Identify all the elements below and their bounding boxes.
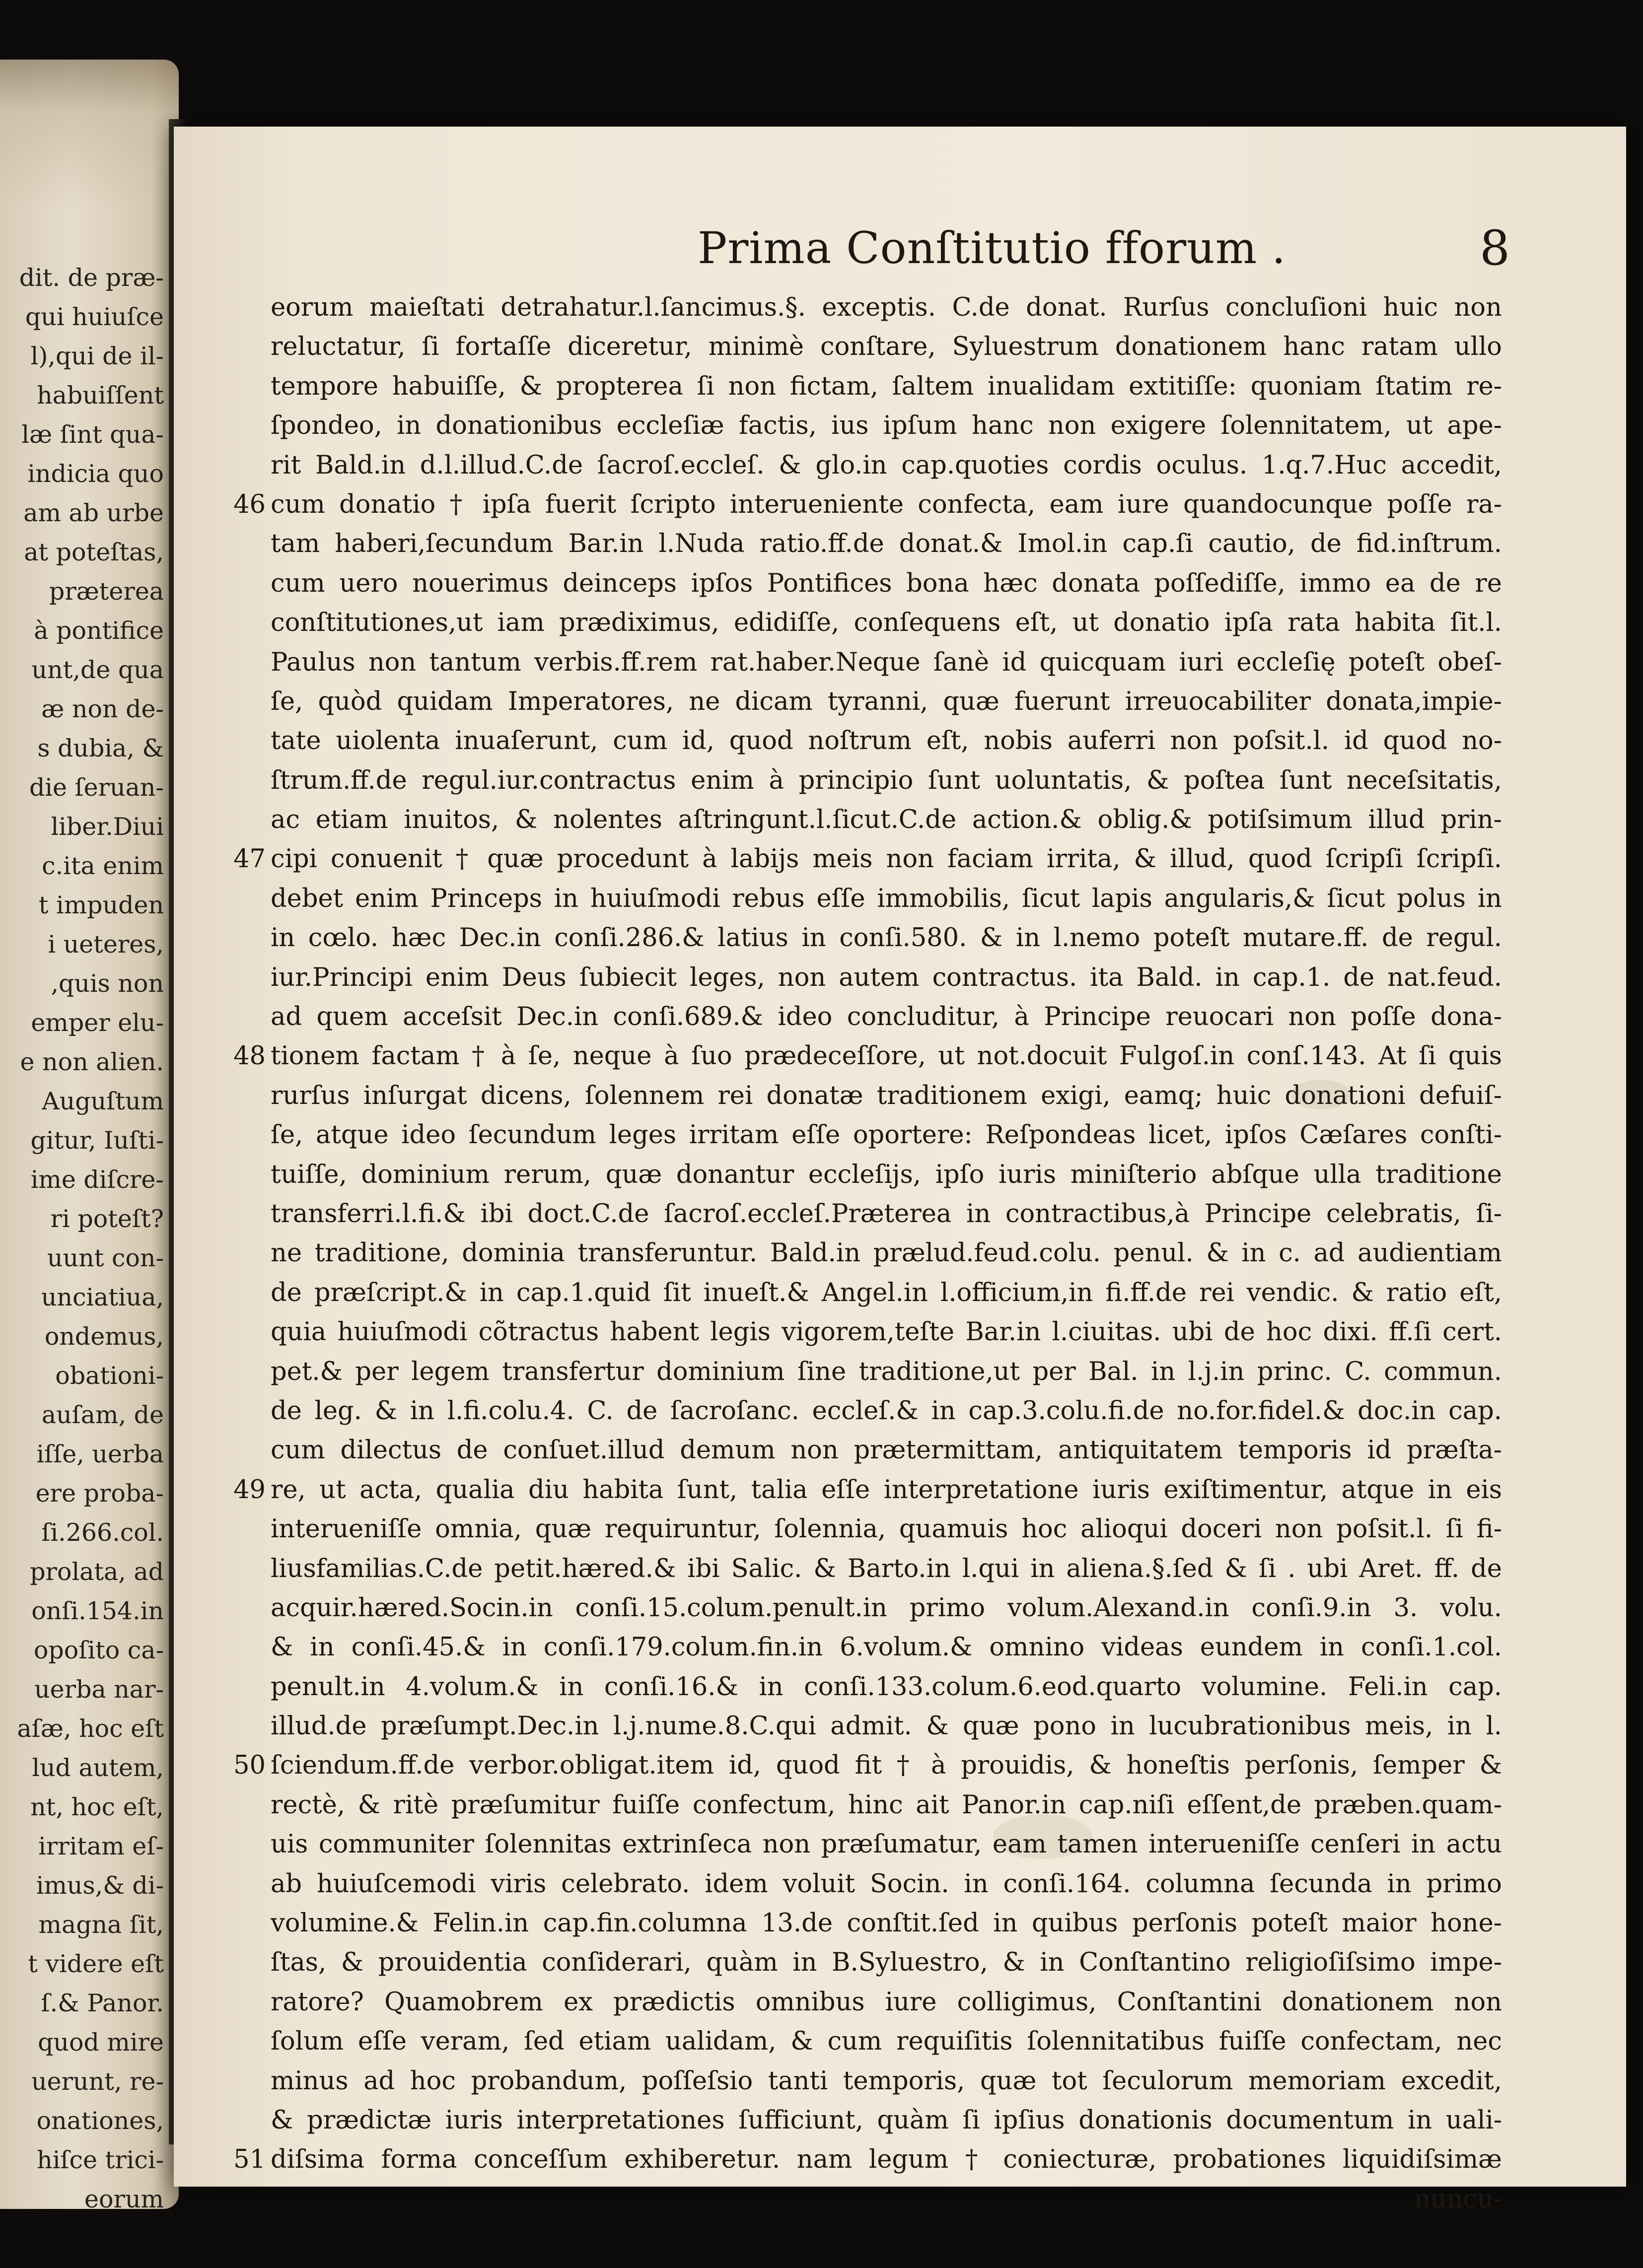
left-page-line-fragment: e non alien. [20,1048,164,1076]
line-text: diſsima forma conceſſum exhiberetur. nam legum † coniecturæ, probationes liquidiſsimæ [271,2145,1502,2175]
line-text: ne traditione, dominia transferuntur. Bald.in prælud.feud.colu. penul. & in c. ad audientiam [271,1238,1502,1268]
left-page-line-fragment: am ab urbe [23,499,164,527]
text-line [233,1470,1502,1510]
line-text: tempore habuiſſe, & propterea ſi non fictam, ſaltem inualidam extitiſſe: quoniam ſtatim re- [271,371,1502,401]
text-line [271,682,1502,721]
line-text: de præſcript.& in cap.1.quid ſit inueſt.& Angel.in l.officium,in fi.ff.de rei vendic. & ratio eſt, [271,1278,1502,1307]
text-line [271,367,1502,406]
text-line [271,446,1502,485]
left-page-line-fragment: uerba nar- [34,1675,164,1704]
line-text: ſe, quòd quidam Imperatores, ne dicam tyranni, quæ fuerunt irreuocabiliter donata,impie- [271,687,1502,716]
text-line [271,564,1502,603]
left-page-line-fragment: ere proba- [35,1479,164,1508]
text-line [271,1549,1502,1588]
margin-note-number: 47 [233,844,266,874]
text-line [271,1588,1502,1628]
line-text: tam haberi,ſecundum Bar.in l.Nuda ratio.ff.de donat.& Imol.in cap.ſi cautio, de fid.inſtrum. [271,529,1502,559]
left-page-line-fragment: at poteſtas, [24,538,164,566]
line-text: Paulus non tantum verbis.ff.rem rat.haber.Neque ſanè id quicquam iuri eccleſię poteſt obeſ- [271,647,1502,677]
line-text: de leg. & in l.fi.colu.4. C. de ſacroſanc. eccleſ.& in cap.3.colu.fi.de no.for.fidel.& doc.in cap. [271,1396,1502,1426]
text-line [271,2101,1502,2140]
left-page-line-fragment: qui huiuſce [25,303,164,331]
text-line [271,2180,1502,2219]
left-page-line-fragment: prolata, ad [30,1558,164,1586]
left-page-line-fragment: nt, hoc eſt, [30,1793,164,1821]
text-line [271,1786,1502,1825]
left-page-line-fragment: quod mire [38,2028,164,2057]
line-text: ſe, atque ideo ſecundum leges irritam eſſe oportere: Reſpondeas licet, ipſos Cæſares conſti- [271,1120,1502,1150]
text-line [271,603,1502,642]
left-page-line-fragment: onationes, [36,2107,164,2135]
text-line [271,918,1502,958]
line-text: penult.in 4.volum.& in conſi.16.& in conſi.133.colum.6.eod.quarto volumine. Feli.in cap. [271,1672,1502,1702]
text-line [271,406,1502,445]
right-page [174,127,1626,2214]
line-text: ad quem acceſsit Dec.in conſi.689.& ideo concluditur, à Principe reuocari non poſſe dona- [271,1002,1502,1032]
text-line [271,524,1502,563]
margin-note-number: 51 [233,2145,266,2175]
left-page-line-fragment: æ non de- [41,695,164,723]
text-line [271,2062,1502,2101]
line-text: cum dilectus de conſuet.illud demum non prætermittam, antiquitatem temporis id præſta- [271,1436,1502,1465]
text-line [271,327,1502,366]
text-line [271,1115,1502,1155]
line-text: ratore? Quamobrem ex prædictis omnibus iure colligimus, Conſtantini donationem non [271,1987,1502,2017]
left-page-line-fragment: l),qui de il- [30,342,164,370]
text-line [271,1312,1502,1352]
text-line [271,1234,1502,1273]
left-page-line-fragment: uerunt, re- [31,2067,164,2096]
text-line [271,1825,1502,1864]
text-line [233,1036,1502,1076]
line-text: tate uiolenta inuaſerunt, cum id, quod noſtrum eſt, nobis auferri non poſsit.l. id quod no- [271,726,1502,756]
left-page-line-fragment: irritam eſ- [38,1832,164,1860]
text-line [271,1864,1502,1904]
text-line [271,1273,1502,1312]
line-text: debet enim Princeps in huiuſmodi rebus eſſe immobilis, ſicut lapis angularis,& ſicut polus in [271,884,1502,913]
line-text: tionem factam † à ſe, neque à ſuo prædeceſſore, ut not.docuit Fulgoſ.in conſ.143. At ſi quis [271,1041,1502,1071]
left-page-line-fragment: c.ita enim [42,852,164,880]
left-page-line-fragment: ſi.266.col. [41,1518,164,1547]
text-line [233,1746,1502,1785]
text-line [271,958,1502,997]
left-page-line-fragment: gitur, Iuſti- [30,1126,164,1155]
left-page-line-fragment: emper elu- [31,1009,164,1037]
margin-note-number: 48 [233,1041,266,1071]
text-line [271,1510,1502,1549]
left-page-line-fragment: ſ.& Panor. [41,1989,164,2017]
line-text: conſtitutiones,ut iam prædiximus, edidiſſe, conſequens eſt, ut donatio ipſa rata habita ſit.l. [271,608,1502,638]
text-line [271,761,1502,800]
line-text: ſolum eſſe veram, ſed etiam ualidam, & cum requiſitis ſolennitatibus fuiſſe confectam, nec [271,2027,1502,2057]
text-line [271,1076,1502,1115]
text-line [271,721,1502,760]
left-page-line-fragment: unt,de qua [31,656,164,684]
left-page-line-fragment: imus,& di- [36,1871,164,1900]
left-page-line-fragment: auſam, de [41,1401,164,1429]
left-page-line-fragment: magna ſit, [38,1911,164,1939]
left-page-line-fragment: uunt con- [47,1244,164,1272]
line-text: ac etiam inuitos, & nolentes aſtringunt.l.ſicut.C.de action.& oblig.& potiſsimum illud prin- [271,805,1502,835]
left-page-line-fragment: die ſeruan- [29,773,164,802]
line-text: minus ad hoc probandum, poſſeſsio tanti temporis, quæ tot ſeculorum memoriam excedit, [271,2066,1502,2096]
line-text: rectè, & ritè præſumitur fuiſſe confectum, hinc ait Panor.in cap.niſi eſſent,de præben.quam- [271,1790,1502,1820]
left-page-line-fragment: unciatiua, [41,1283,164,1311]
left-page-line-fragment: i ueteres, [48,930,164,959]
left-page-line-fragment: s dubia, & [37,734,164,762]
text-line [271,1628,1502,1667]
left-page-line-fragment: ime diſcre- [30,1166,164,1194]
line-text: rurſus inſurgat dicens, ſolennem rei donatæ traditionem exigi, eamq; huic donationi defuiſ- [271,1081,1502,1110]
left-page-line-fragment: opoſito ca- [33,1636,164,1664]
text-line [271,879,1502,918]
left-page-line-fragment: Auguſtum [42,1087,164,1115]
text-line [271,1667,1502,1707]
line-text: cum donatio † ipſa fuerit ſcripto interueniente confecta, eam iure quandocunque poſſe ra- [271,489,1502,519]
margin-note-number: 50 [233,1751,266,1781]
line-text: uis communiter ſolennitas extrinſeca non præſumatur, eam tamen interueniſſe cenſeri in actu [271,1830,1502,1859]
text-line [271,1707,1502,1746]
line-text: in cœlo. hæc Dec.in conſi.286.& latius in conſi.580. & in l.nemo poteſt mutare.ff. de regul. [271,923,1502,953]
line-text: reluctatur, ſi fortaſſe diceretur, minimè conſtare, Syluestrum donationem hanc ratam ullo [271,332,1502,362]
line-text: volumine.& Felin.in cap.fin.columna 13.de conſtit.ſed in quibus perſonis poteſt maior hone- [271,1909,1502,1938]
left-page-line-fragment: hiſce trici- [37,2146,164,2174]
text-line [271,1155,1502,1194]
page-title: Prima Conſtitutio fforum . [698,222,1286,274]
left-page-line-fragment: præterea [49,577,164,606]
line-text: cipi conuenit † quæ procedunt à labijs meis non faciam irrita, & illud, quod ſcripſi ſcripſi. [271,844,1502,874]
text-line [271,1431,1502,1470]
line-text: ſciendum.ff.de verbor.obligat.item id, quod fit † à prouidis, & honeſtis perſonis, ſemper & [271,1751,1502,1781]
text-line [271,1352,1502,1391]
line-text: nuncu- [1414,2184,1502,2214]
line-text: rit Bald.in d.l.illud.C.de ſacroſ.eccleſ. & glo.in cap.quoties cordis oculus. 1.q.7.Huc accedit, [271,450,1502,480]
left-page-line-fragment: ,quis non [51,969,164,998]
line-text: acquir.hæred.Socin.in conſi.15.colum.penult.in primo volum.Alexand.in conſi.9.in 3. volu. [271,1593,1502,1623]
body-text-block [233,288,1502,2219]
margin-note-number: 46 [233,489,266,519]
left-page-line-fragment: liber.Diui [51,813,164,841]
left-page-line-fragment: læ ſint qua- [21,420,164,449]
left-facing-page [0,60,179,2209]
left-page-line-fragment: à pontifice [34,617,164,645]
line-text: eorum maieſtati detrahatur.l.ſancimus.§. exceptis. C.de donat. Rurſus concluſioni huic non [271,293,1502,322]
text-line [271,1983,1502,2022]
left-page-line-fragment: lud autem, [32,1754,164,1782]
text-line [271,1943,1502,1982]
text-line [271,643,1502,682]
line-text: transferri.l.fi.& ibi doct.C.de ſacroſ.eccleſ.Præterea in contractibus,à Principe celebratis, ſi- [271,1199,1502,1229]
left-page-line-fragment: aſæ, hoc eſt [17,1715,164,1743]
margin-note-number: 49 [233,1475,266,1505]
text-line [271,997,1502,1036]
line-text: & in conſi.45.& in conſi.179.colum.fin.in 6.volum.& omnino videas eundem in conſi.1.col. [271,1633,1502,1662]
line-text: illud.de præſumpt.Dec.in l.j.nume.8.C.qui admit. & quæ pono in lucubrationibus meis, in l. [271,1712,1502,1741]
text-line [233,485,1502,524]
text-line [271,288,1502,327]
text-line [271,1904,1502,1943]
left-page-line-fragment: t impuden [38,891,164,919]
line-text: pet.& per legem transfertur dominium ſine traditione,ut per Bal. in l.j.in princ. C. commun. [271,1357,1502,1386]
text-line [233,2140,1502,2179]
left-page-line-fragment: ri poteſt? [50,1205,164,1233]
text-line [271,1391,1502,1431]
left-page-line-fragment: iſſe, uerba [36,1440,164,1468]
page-number: 8 [1480,220,1510,276]
line-text: iur.Principi enim Deus ſubiecit leges, non autem contractus. ita Bald. in cap.1. de nat.feud. [271,962,1502,992]
text-line [233,839,1502,879]
line-text: liusfamilias.C.de petit.hæred.& ibi Salic. & Barto.in l.qui in aliena.§.ſed & ſi . ubi Aret. ff. de [271,1554,1502,1583]
left-page-line-fragment: onſi.154.in [31,1597,164,1625]
line-text: interueniſſe omnia, quæ requiruntur, ſolennia, quamuis hoc alioqui doceri non poſsit.l. ſi fi- [271,1514,1502,1544]
line-text: cum uero nouerimus deinceps ipſos Pontifices bona hæc donata poſſediſſe, immo ea de re [271,568,1502,598]
left-page-line-fragment: ondemus, [44,1322,164,1351]
line-text: & prædictæ iuris interpretationes ſufficiunt, quàm ſi ipſius donationis documentum in uali- [271,2105,1502,2135]
line-text: ſtas, & prouidentia conſiderari, quàm in B.Syluestro, & in Conſtantino religioſiſsimo impe- [271,1948,1502,1978]
left-page-line-fragment: dit. de præ- [19,264,164,292]
line-text: ſpondeo, in donationibus eccleſiæ factis, ius ipſum hanc non exigere ſolennitatem, ut ape- [271,411,1502,441]
page-edge-shadow [0,60,179,208]
line-text: tuiſſe, dominium rerum, quæ donantur eccleſijs, ipſo iuris miniſterio abſque ulla traditione [271,1160,1502,1189]
left-page-line-fragment: eorum [84,2185,164,2209]
line-text: ab huiuſcemodi viris celebrato. idem voluit Socin. in conſi.164. columna ſecunda in primo [271,1869,1502,1899]
left-page-text-column [5,258,164,2209]
line-text: re, ut acta, qualia diu habita ſunt, talia eſſe interpretatione iuris exiſtimentur, atque in eis [271,1475,1502,1505]
line-text: quia huiuſmodi cõtractus habent legis vigorem,teſte Bar.in l.ciuitas. ubi de hoc dixi. ff.ſi cert. [271,1317,1502,1347]
text-line [271,1194,1502,1234]
line-text: ſtrum.ff.de regul.iur.contractus enim à principio ſunt uoluntatis, & poſtea ſunt neceſsitatis, [271,765,1502,795]
running-head [521,218,1574,288]
left-page-line-fragment: obationi- [55,1362,164,1390]
left-page-line-fragment: indicia quo [27,460,164,488]
text-line [271,800,1502,839]
left-page-line-fragment: t videre eſt [28,1950,164,1978]
left-page-line-fragment: habuiſſent [37,381,164,410]
text-line [271,2022,1502,2061]
